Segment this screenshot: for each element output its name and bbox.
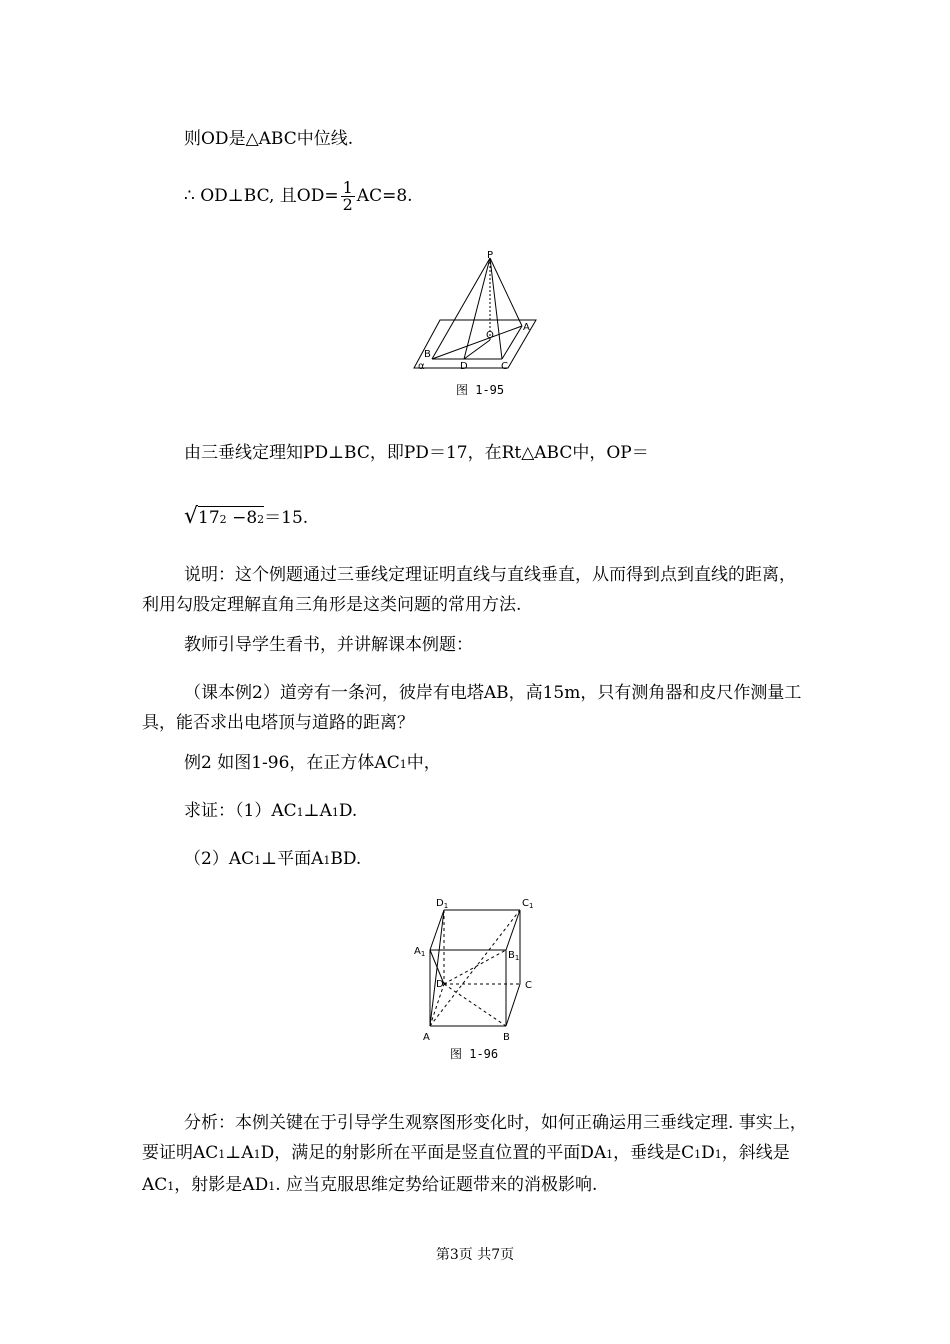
edge-pa: [490, 258, 522, 326]
page-footer: 第3页 共7页: [435, 1247, 515, 1263]
label-c: C: [525, 980, 532, 991]
edge-b1-c1: [506, 910, 520, 950]
label-d: D: [460, 361, 468, 372]
label-alpha: α: [418, 361, 425, 372]
figure-1-96: [408, 890, 548, 1066]
text-segment: ，射影是AD: [174, 1175, 269, 1195]
subscript: 1: [296, 806, 304, 819]
subscript: 1: [268, 1180, 276, 1193]
radicand-17: 17: [198, 508, 220, 528]
label-d1: $D_1$: [436, 898, 449, 910]
label-a: A: [523, 322, 530, 333]
edge-pb: [432, 258, 490, 359]
edge-pc: [490, 258, 502, 359]
text-segment: ∴ OD⊥BC, 且OD=: [184, 186, 339, 206]
subscript: 1: [218, 1148, 226, 1161]
sqrt-icon: √: [184, 504, 199, 529]
subscript: 1: [323, 854, 331, 867]
exponent: 2: [219, 513, 227, 526]
text-segment: 求证：（1）AC: [184, 801, 297, 821]
text-segment: （2）AC: [184, 849, 255, 869]
subscript: 1: [714, 1148, 722, 1161]
edge-pd: [464, 258, 490, 359]
figure-caption: 图 1-95: [456, 383, 505, 397]
radicand-minus-8: −8: [226, 508, 258, 528]
text-segment: 例2 如图1-96，在正方体AC: [184, 753, 400, 773]
text-segment: D，满足的射影所在平面是竖直位置的平面DA: [260, 1143, 607, 1163]
label-d: D: [436, 979, 444, 990]
text-segment: . 应当克服思维定势给证题带来的消极影响.: [275, 1175, 598, 1195]
label-a: A: [423, 1032, 430, 1043]
fraction-numerator: 1: [342, 178, 353, 197]
label-o: O: [486, 330, 494, 341]
subscript: 1: [331, 806, 339, 819]
text-line-prove-2: [184, 844, 361, 876]
paragraph-explanation: 说明：这个例题通过三垂线定理证明直线与直线垂直，从而得到点到直线的距离，利用勾股定理解直角三角形是这类问题的常用方法.: [142, 565, 796, 615]
text-line-od-perp-bc: [184, 180, 413, 213]
label-c1: $C_1$: [522, 898, 534, 910]
figure-1-95: [410, 248, 540, 400]
hidden-edge-d-b1: [444, 950, 506, 984]
edge-ca: [502, 326, 522, 359]
text-segment: ，垂线是C: [613, 1143, 695, 1163]
subscript: 1: [399, 758, 407, 771]
subscript: 1: [254, 854, 262, 867]
label-b: B: [424, 349, 431, 360]
figure-caption: 图 1-96: [450, 1047, 499, 1061]
text-segment: D.: [338, 801, 358, 821]
label-b1: $B_1$: [508, 950, 520, 962]
text-line-op-sqrt: [184, 502, 308, 535]
hidden-edge-d-b: [444, 984, 506, 1026]
text-segment: 分析：本例关键在于引导学生观察图形变化时，如何正确运用三垂线定理. 事实上，要证明AC: [142, 1113, 807, 1163]
label-b: B: [503, 1032, 510, 1043]
text-segment: BD.: [330, 849, 362, 869]
text-segment: ＝15.: [264, 508, 309, 528]
edge-ba: [432, 326, 522, 359]
paragraph-analysis: [142, 1108, 810, 1202]
subscript: 1: [606, 1148, 614, 1161]
fraction-one-half: [341, 180, 355, 213]
text-segment: ⊥A: [303, 801, 332, 821]
text-line-od-midline: 则OD是△ABC中位线.: [184, 129, 354, 149]
subscript: 1: [694, 1148, 702, 1161]
label-c: C: [501, 361, 508, 372]
label-a1: $A_1$: [414, 946, 426, 958]
exponent: 2: [257, 513, 265, 526]
text-line-three-perp-theorem: 由三垂线定理知PD⊥BC，即PD＝17，在Rt△ABC中，OP＝: [184, 443, 649, 463]
paragraph-textbook-example: （课本例2）道旁有一条河，彼岸有电塔AB，高15m，只有测角器和皮尺作测量工具，能否求出电塔顶与道路的距离？: [142, 683, 802, 733]
fraction-denominator: 2: [342, 195, 353, 214]
radicand: [198, 506, 264, 528]
text-segment: 中，: [406, 753, 441, 773]
text-line-example-2: [184, 748, 441, 780]
edge-b-c: [506, 984, 520, 1026]
label-p: P: [487, 250, 494, 261]
pyramid-diagram: [410, 248, 540, 400]
text-segment: AC=8.: [356, 186, 413, 206]
text-segment: ⊥平面A: [261, 849, 324, 869]
text-line-teacher-guide: 教师引导学生看书，并讲解课本例题：: [184, 635, 473, 655]
text-segment: D: [701, 1143, 715, 1163]
text-line-prove-1: [184, 796, 357, 828]
text-segment: ，斜线是AC: [142, 1143, 790, 1195]
subscript: 1: [253, 1148, 261, 1161]
text-segment: ⊥A: [225, 1143, 254, 1163]
subscript: 1: [167, 1180, 175, 1193]
cube-diagram: [408, 890, 548, 1066]
